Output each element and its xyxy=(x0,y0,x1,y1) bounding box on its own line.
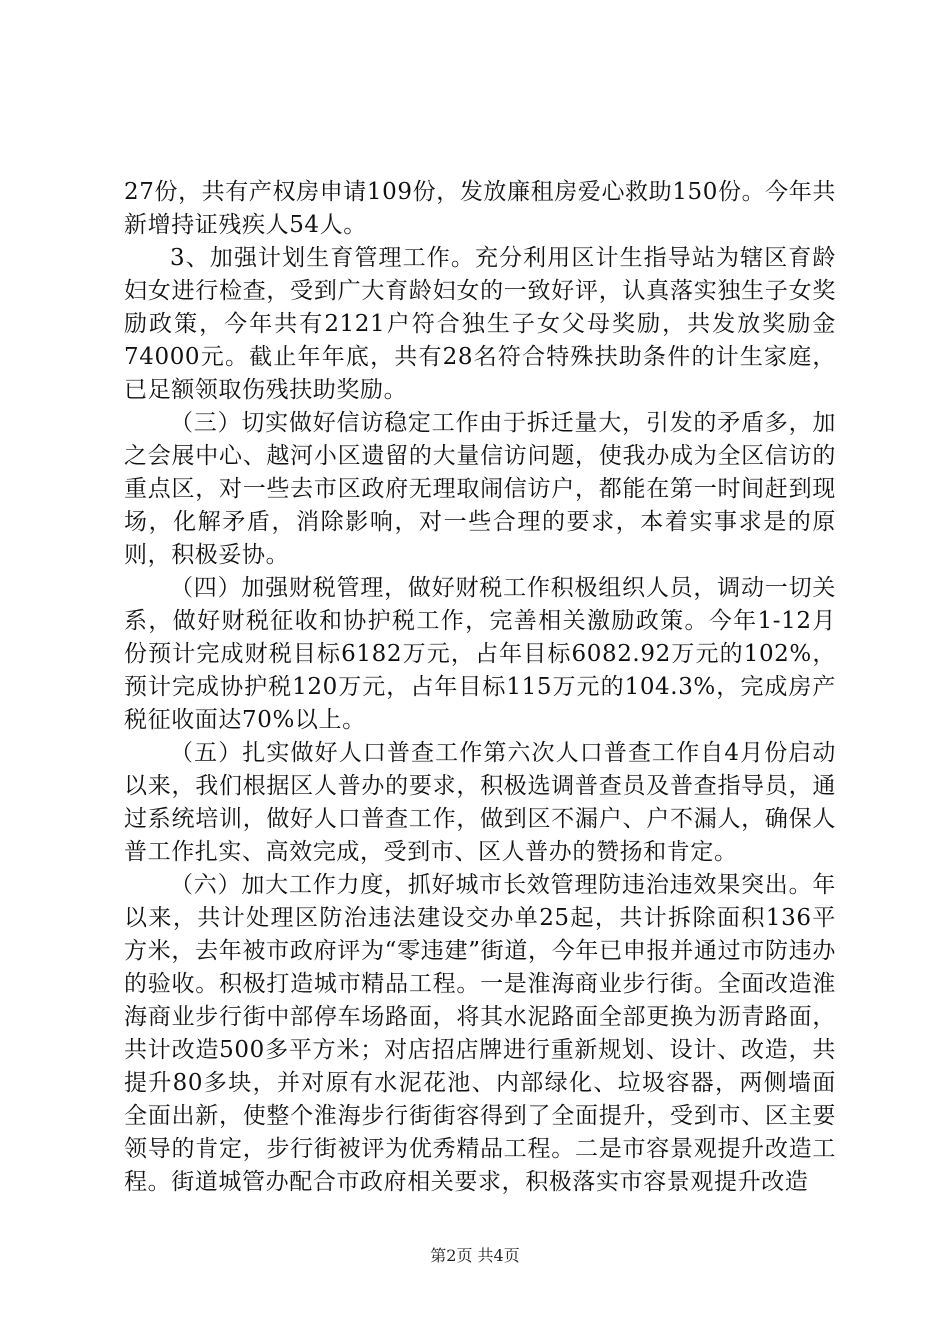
paragraph-census: （五）扎实做好人口普查工作第六次人口普查工作自4月份启动以来，我们根据区人普办的要求，积极选调普查员及普查指导员，通过系统培训，做好人口普查工作，做到区不漏户、户不漏人，确保人普工作扎实、高效完成，受到市、区人普办的赞扬和肯定。 xyxy=(124,740,836,865)
paragraph-petition-stability: （三）切实做好信访稳定工作由于拆迁量大，引发的矛盾多，加之会展中心、越河小区遗留的大量信访问题，使我办成为全区信访的重点区，对一些去市区政府无理取闹信访户，都能在第一时间赶到现场，化解矛盾，消除影响，对一些合理的要求，本着实事求是的原则，积极妥协。 xyxy=(124,410,836,568)
paragraph-family-planning: 3、加强计划生育管理工作。充分利用区计生指导站为辖区育龄妇女进行检查，受到广大育龄妇女的一致好评，认真落实独生子女奖励政策，今年共有2121户符合独生子女父母奖励，共发放奖励金74000元。截止年年底，共有28名符合特殊扶助条件的计生家庭，已足额领取伤残扶助奖励。 xyxy=(124,245,836,403)
paragraph-continuation: 27份，共有产权房申请109份，发放廉租房爱心救助150份。今年共新增持证残疾人54人。 xyxy=(124,179,836,238)
paragraph-finance-tax: （四）加强财税管理，做好财税工作积极组织人员，调动一切关系，做好财税征收和协护税工作，完善相关激励政策。今年1-12月份预计完成财税目标6182万元，占年目标6082.92万元的102%，预计完成协护税120万元，占年目标115万元的104.3%，完成房产税征收面达70%以上。 xyxy=(124,575,836,733)
page-number-label: 第2页 共4页 xyxy=(430,1246,520,1265)
page-footer xyxy=(0,1246,950,1266)
document-body xyxy=(124,176,836,1199)
paragraph-urban-management: （六）加大工作力度，抓好城市长效管理防违治违效果突出。年以来，共计处理区防治违法建设交办单25起，共计拆除面积136平方米，去年被市政府评为“零违建”街道，今年已申报并通过市防违办的验收。积极打造城市精品工程。一是淮海商业步行街。全面改造淮海商业步行街中部停车场路面，将其水泥路面全部更换为沥青路面，共计改造500多平方米；对店招店牌进行重新规划、设计、改造，共提升80多块，并对原有水泥花池、内部绿化、垃圾容器，两侧墙面全面出新，使整个淮海步行街街容得到了全面提升，受到市、区主要领导的肯定，步行街被评为优秀精品工程。二是市容景观提升改造工程。街道城管办配合市政府相关要求，积极落实市容景观提升改造 xyxy=(124,872,836,1195)
